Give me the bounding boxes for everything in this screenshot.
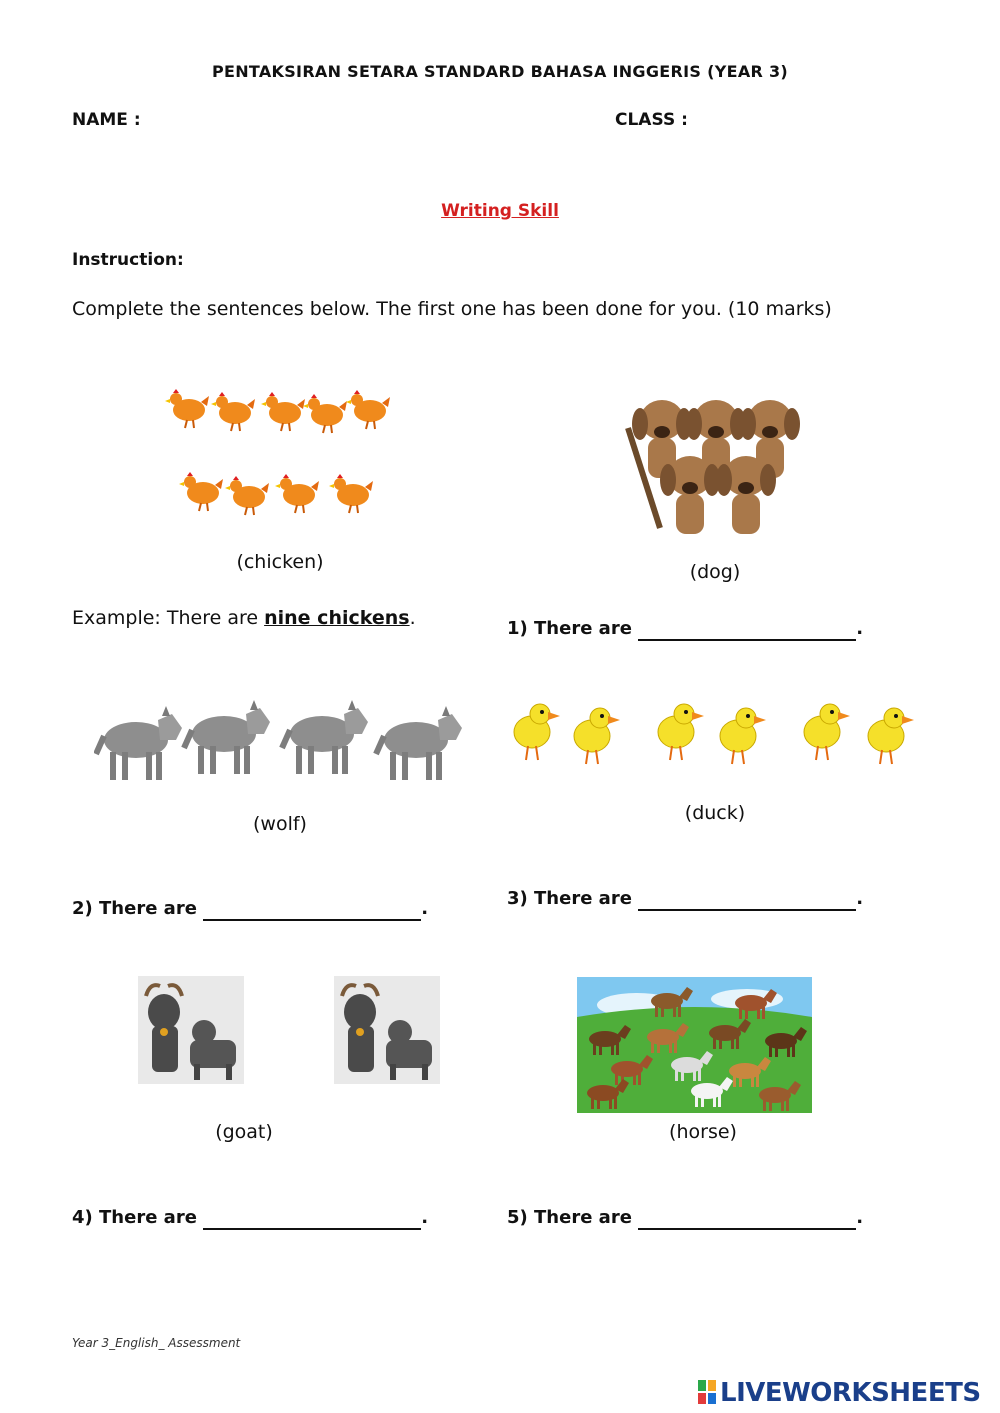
answer-blank-1[interactable] — [638, 618, 856, 641]
instruction-label: Instruction: — [72, 250, 184, 270]
question-3: 3) There are . — [507, 888, 864, 909]
chicken-picture — [163, 385, 398, 525]
question-1-text: 1) There are — [507, 618, 632, 639]
caption-dog: (dog) — [689, 561, 741, 583]
caption-horse: (horse) — [669, 1121, 737, 1143]
caption-chicken: (chicken) — [236, 551, 324, 573]
footer-text: Year 3_English_ Assessment — [72, 1336, 241, 1350]
caption-wolf: (wolf) — [253, 813, 307, 835]
example-answer: nine chickens — [264, 607, 410, 629]
example-suffix: . — [409, 607, 416, 629]
duck-picture — [508, 698, 928, 770]
example-sentence — [72, 607, 416, 629]
horse-picture — [577, 977, 812, 1113]
page-title: PENTAKSIRAN SETARA STANDARD BAHASA INGGERIS (YEAR 3) — [211, 62, 789, 81]
liveworksheets-logo[interactable] — [698, 1378, 981, 1408]
caption-duck: (duck) — [684, 802, 746, 824]
liveworksheets-logo-text: LIVEWORKSHEETS — [720, 1378, 981, 1408]
question-5-text: 5) There are — [507, 1207, 632, 1228]
answer-blank-4[interactable] — [203, 1207, 421, 1230]
question-4-text: 4) There are — [72, 1207, 197, 1228]
answer-blank-5[interactable] — [638, 1207, 856, 1230]
answer-blank-2[interactable] — [203, 898, 421, 921]
caption-goat: (goat) — [215, 1121, 273, 1143]
dog-picture — [620, 388, 810, 543]
question-4: 4) There are . — [72, 1207, 429, 1228]
question-2: 2) There are . — [72, 898, 429, 919]
example-prefix: Example: There are — [72, 607, 265, 629]
answer-blank-3[interactable] — [638, 888, 856, 911]
instruction-text: Complete the sentences below. The first one has been done for you. (10 marks) — [72, 298, 832, 320]
wolf-picture — [94, 690, 464, 790]
class-label: CLASS : — [615, 110, 688, 130]
question-3-text: 3) There are — [507, 888, 632, 909]
question-1: 1) There are . — [507, 618, 864, 639]
question-2-text: 2) There are — [72, 898, 197, 919]
name-label: NAME : — [72, 110, 141, 130]
goat-picture — [138, 976, 444, 1086]
section-title: Writing Skill — [441, 201, 559, 221]
liveworksheets-logo-icon — [698, 1380, 716, 1404]
question-5: 5) There are . — [507, 1207, 864, 1228]
